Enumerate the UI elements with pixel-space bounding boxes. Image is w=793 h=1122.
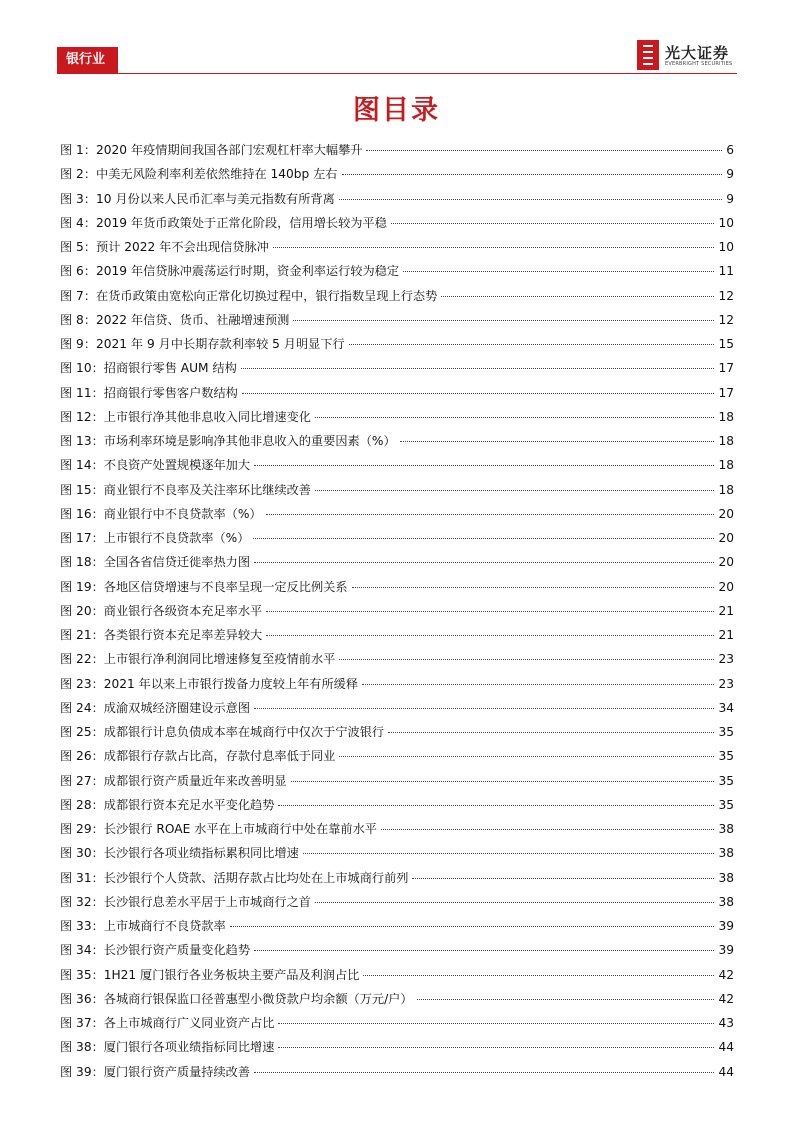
- toc-leader-dots: [254, 708, 714, 709]
- toc-entry-label[interactable]: 图 22：上市银行净利润同比增速修复至疫情前水平: [60, 652, 336, 667]
- toc-leader-dots: [363, 975, 714, 976]
- toc-entry-page[interactable]: 15: [718, 337, 734, 351]
- toc-entry-page[interactable]: 18: [718, 434, 734, 448]
- toc-entry-page[interactable]: 35: [718, 749, 734, 764]
- toc-leader-dots: [278, 1047, 714, 1048]
- toc-entry-page[interactable]: 6: [726, 143, 734, 157]
- toc-entry-page[interactable]: 34: [718, 700, 734, 715]
- toc-entry[interactable]: [60, 990, 734, 1014]
- toc-leader-dots: [315, 417, 715, 418]
- toc-leader-dots: [266, 514, 715, 515]
- toc-entry[interactable]: [60, 602, 734, 626]
- toc-leader-dots: [254, 1072, 714, 1073]
- toc-entry[interactable]: [60, 820, 734, 844]
- toc-entry-label[interactable]: 图 17：上市银行不良贷款率（%）: [60, 531, 250, 545]
- toc-entry-page[interactable]: 18: [718, 409, 734, 424]
- toc-entry-label[interactable]: 图 20：商业银行各级资本充足率水平: [60, 603, 263, 618]
- toc-leader-dots: [417, 999, 715, 1000]
- toc-entry[interactable]: [60, 1063, 734, 1087]
- toc-leader-dots: [266, 635, 714, 636]
- toc-entry[interactable]: [60, 650, 734, 674]
- toc-entry-page[interactable]: 20: [718, 531, 734, 545]
- toc-entry[interactable]: [60, 941, 734, 965]
- toc-entry-page[interactable]: 23: [718, 676, 734, 691]
- toc-entry-label[interactable]: 图 30：长沙银行各项业绩指标累积同比增速: [60, 846, 299, 861]
- toc-leader-dots: [339, 199, 722, 200]
- toc-leader-dots: [315, 490, 715, 491]
- toc-entry-page[interactable]: 20: [718, 579, 734, 594]
- toc-entry-label[interactable]: 图 34：长沙银行资产质量变化趋势: [60, 943, 251, 958]
- toc-entry-label[interactable]: 图 29：长沙银行 ROAE 水平在上市城商行中处在靠前水平: [60, 822, 377, 836]
- toc-entry-page[interactable]: 42: [718, 967, 734, 982]
- toc-entry[interactable]: [60, 529, 734, 553]
- toc-entry-page[interactable]: 43: [718, 1016, 734, 1030]
- toc-entry-page[interactable]: 10: [718, 215, 734, 230]
- toc-entry[interactable]: [60, 772, 734, 796]
- toc-leader-dots: [441, 296, 714, 297]
- section-tag: 银行业: [57, 47, 118, 73]
- toc-entry-label[interactable]: 图 6：2019 年信贷脉冲震荡运行时期，资金利率运行较为稳定: [60, 264, 400, 279]
- toc-entry[interactable]: [60, 1038, 734, 1062]
- brand-name-cn: 光大证券: [665, 44, 730, 62]
- toc-entry[interactable]: [60, 262, 734, 286]
- page-title: 图目录: [353, 95, 440, 126]
- toc-entry-label[interactable]: 图 11：招商银行零售客户数结构: [60, 385, 238, 400]
- toc-entry-page[interactable]: 9: [726, 167, 734, 182]
- toc-leader-dots: [352, 587, 715, 588]
- toc-entry-label[interactable]: 图 10：招商银行零售 AUM 结构: [60, 361, 237, 376]
- toc-entry-label[interactable]: 图 12：上市银行净其他非息收入同比增速变化: [60, 409, 311, 424]
- toc-entry[interactable]: [60, 214, 734, 238]
- toc-entry[interactable]: [60, 747, 734, 771]
- toc-entry-page[interactable]: 17: [718, 385, 734, 400]
- toc-entry-label[interactable]: 图 18：全国各省信贷迁徙率热力图: [60, 555, 251, 570]
- toc-entry-page[interactable]: 18: [718, 458, 734, 473]
- toc-entry-page[interactable]: 39: [718, 943, 734, 958]
- brand-mark-icon: [637, 40, 659, 70]
- toc-entry-page[interactable]: 11: [718, 264, 734, 279]
- toc-leader-dots: [273, 247, 715, 248]
- toc-entry-label[interactable]: 图 23：2021 年以来上市银行拨备力度较上年有所缓释: [60, 676, 359, 691]
- toc-entry-label[interactable]: 图 38：厦门银行各项业绩指标同比增速: [60, 1040, 275, 1055]
- toc-entry-page[interactable]: 38: [718, 870, 734, 885]
- toc-entry-page[interactable]: 44: [718, 1040, 734, 1055]
- toc-entry[interactable]: [60, 505, 734, 529]
- toc-entry-label[interactable]: 图 13：市场利率环境是影响净其他非息收入的重要因素（%）: [60, 434, 396, 448]
- toc-entry[interactable]: [60, 699, 734, 723]
- figure-toc-list: [60, 141, 734, 1087]
- toc-leader-dots: [412, 878, 714, 879]
- toc-entry-label[interactable]: 图 5：预计 2022 年不会出现信贷脉冲: [60, 240, 269, 254]
- toc-leader-dots: [339, 659, 714, 660]
- toc-entry-label[interactable]: 图 25：成都银行计息负债成本率在城商行中仅次于宁波银行: [60, 725, 385, 739]
- toc-entry-label[interactable]: 图 24：成渝双城经济圈建设示意图: [60, 700, 251, 715]
- brand-logo: [637, 40, 737, 70]
- toc-entry[interactable]: [60, 165, 734, 189]
- toc-entry-label[interactable]: 图 21：各类银行资本充足率差异较大: [60, 628, 263, 642]
- toc-entry-page[interactable]: 20: [718, 506, 734, 521]
- toc-entry-label[interactable]: 图 19：各地区信贷增速与不良率呈现一定反比例关系: [60, 579, 348, 594]
- toc-leader-dots: [230, 926, 715, 927]
- toc-entry[interactable]: [60, 141, 734, 165]
- toc-entry-label[interactable]: 图 7：在货币政策由宽松向正常化切换过程中，银行指数呈现上行态势: [60, 288, 438, 303]
- toc-entry-label[interactable]: 图 37：各上市城商行广义同业资产占比: [60, 1016, 275, 1030]
- toc-entry-page[interactable]: 42: [718, 991, 734, 1006]
- toc-entry-page[interactable]: 39: [718, 919, 734, 933]
- toc-entry[interactable]: [60, 481, 734, 505]
- toc-entry[interactable]: [60, 238, 734, 262]
- toc-entry-label[interactable]: 图 3：10 月份以来人民币汇率与美元指数有所背离: [60, 191, 335, 206]
- toc-entry-label[interactable]: 图 9：2021 年 9 月中长期存款利率较 5 月明显下行: [60, 337, 345, 351]
- toc-leader-dots: [315, 902, 715, 903]
- toc-entry-page[interactable]: 38: [718, 894, 734, 909]
- toc-entry-label[interactable]: 图 1：2020 年疫情期间我国各部门宏观杠杆率大幅攀升: [60, 143, 363, 157]
- toc-entry-page[interactable]: 35: [718, 725, 734, 739]
- toc-entry-page[interactable]: 12: [718, 288, 734, 303]
- toc-leader-dots: [400, 441, 715, 442]
- toc-entry-page[interactable]: 35: [718, 773, 734, 788]
- toc-leader-dots: [253, 538, 714, 539]
- toc-leader-dots: [366, 150, 722, 151]
- toc-entry-page[interactable]: 18: [718, 482, 734, 497]
- toc-entry-label[interactable]: 图 8：2022 年信贷、货币、社融增速预测: [60, 312, 290, 327]
- toc-leader-dots: [278, 805, 714, 806]
- toc-entry-page[interactable]: 17: [718, 361, 734, 376]
- toc-leader-dots: [362, 684, 714, 685]
- toc-entry[interactable]: [60, 844, 734, 868]
- toc-entry-page[interactable]: 44: [718, 1064, 734, 1079]
- toc-leader-dots: [339, 756, 714, 757]
- toc-leader-dots: [266, 611, 714, 612]
- toc-entry[interactable]: [60, 408, 734, 432]
- toc-entry[interactable]: [60, 359, 734, 383]
- toc-entry[interactable]: [60, 869, 734, 893]
- toc-entry[interactable]: [60, 893, 734, 917]
- toc-entry[interactable]: [60, 190, 734, 214]
- toc-entry[interactable]: [60, 553, 734, 577]
- toc-entry-label[interactable]: 图 28：成都银行资本充足水平变化趋势: [60, 797, 275, 812]
- toc-entry-page[interactable]: 21: [718, 603, 734, 618]
- toc-leader-dots: [381, 829, 715, 830]
- toc-entry[interactable]: [60, 626, 734, 650]
- toc-entry-label[interactable]: 图 4：2019 年货币政策处于正常化阶段，信用增长较为平稳: [60, 215, 387, 230]
- toc-entry-label[interactable]: 图 39：厦门银行资产质量持续改善: [60, 1064, 251, 1079]
- toc-entry-label[interactable]: 图 14：不良资产处置规模逐年加大: [60, 458, 251, 473]
- toc-entry-label[interactable]: 图 35：1H21 厦门银行各业务板块主要产品及利润占比: [60, 967, 360, 982]
- toc-entry-page[interactable]: 10: [718, 240, 734, 254]
- toc-entry-label[interactable]: 图 33：上市城商行不良贷款率: [60, 919, 226, 933]
- toc-entry-label[interactable]: 图 16：商业银行中不良贷款率（%）: [60, 506, 262, 521]
- toc-entry-label[interactable]: 图 26：成都银行存款占比高，存款付息率低于同业: [60, 749, 336, 764]
- toc-leader-dots: [403, 271, 714, 272]
- toc-leader-dots: [254, 562, 714, 563]
- toc-entry[interactable]: [60, 456, 734, 480]
- toc-entry-page[interactable]: 35: [718, 797, 734, 812]
- toc-entry[interactable]: [60, 287, 734, 311]
- toc-entry[interactable]: [60, 966, 734, 990]
- toc-entry[interactable]: [60, 723, 734, 747]
- toc-entry-label[interactable]: 图 27：成都银行资产质量近年来改善明显: [60, 773, 287, 788]
- header-divider: [57, 73, 737, 74]
- toc-leader-dots: [391, 223, 715, 224]
- toc-leader-dots: [291, 781, 715, 782]
- toc-entry-page[interactable]: 21: [718, 628, 734, 642]
- toc-leader-dots: [254, 950, 714, 951]
- toc-entry-page[interactable]: 12: [718, 312, 734, 327]
- toc-leader-dots: [241, 368, 715, 369]
- toc-entry-page[interactable]: 38: [718, 822, 734, 836]
- brand-name-en: EVERBRIGHT SECURITIES: [665, 61, 733, 67]
- toc-entry[interactable]: [60, 917, 734, 941]
- toc-entry[interactable]: [60, 675, 734, 699]
- toc-leader-dots: [278, 1023, 714, 1024]
- toc-entry-page[interactable]: 20: [718, 555, 734, 570]
- toc-entry-page[interactable]: 9: [726, 191, 734, 206]
- toc-entry[interactable]: [60, 796, 734, 820]
- toc-entry[interactable]: [60, 432, 734, 456]
- toc-leader-dots: [342, 174, 723, 175]
- toc-entry-page[interactable]: 38: [718, 846, 734, 861]
- toc-entry-label[interactable]: 图 32：长沙银行息差水平居于上市城商行之首: [60, 894, 311, 909]
- toc-leader-dots: [349, 344, 715, 345]
- toc-entry[interactable]: [60, 335, 734, 359]
- toc-entry[interactable]: [60, 384, 734, 408]
- toc-entry-label[interactable]: 图 2：中美无风险利率利差依然维持在 140bp 左右: [60, 167, 338, 182]
- toc-leader-dots: [293, 320, 714, 321]
- toc-entry[interactable]: [60, 311, 734, 335]
- toc-leader-dots: [388, 732, 714, 733]
- toc-leader-dots: [242, 393, 715, 394]
- toc-entry-label[interactable]: 图 31：长沙银行个人贷款、活期存款占比均处在上市城商行前列: [60, 870, 409, 885]
- toc-entry[interactable]: [60, 1014, 734, 1038]
- toc-entry-label[interactable]: 图 15：商业银行不良率及关注率环比继续改善: [60, 482, 311, 497]
- toc-entry-label[interactable]: 图 36：各城商行银保监口径普惠型小微贷款户均余额（万元/户）: [60, 991, 413, 1006]
- toc-entry[interactable]: [60, 578, 734, 602]
- toc-leader-dots: [254, 465, 714, 466]
- toc-entry-page[interactable]: 23: [718, 652, 734, 667]
- toc-leader-dots: [303, 853, 715, 854]
